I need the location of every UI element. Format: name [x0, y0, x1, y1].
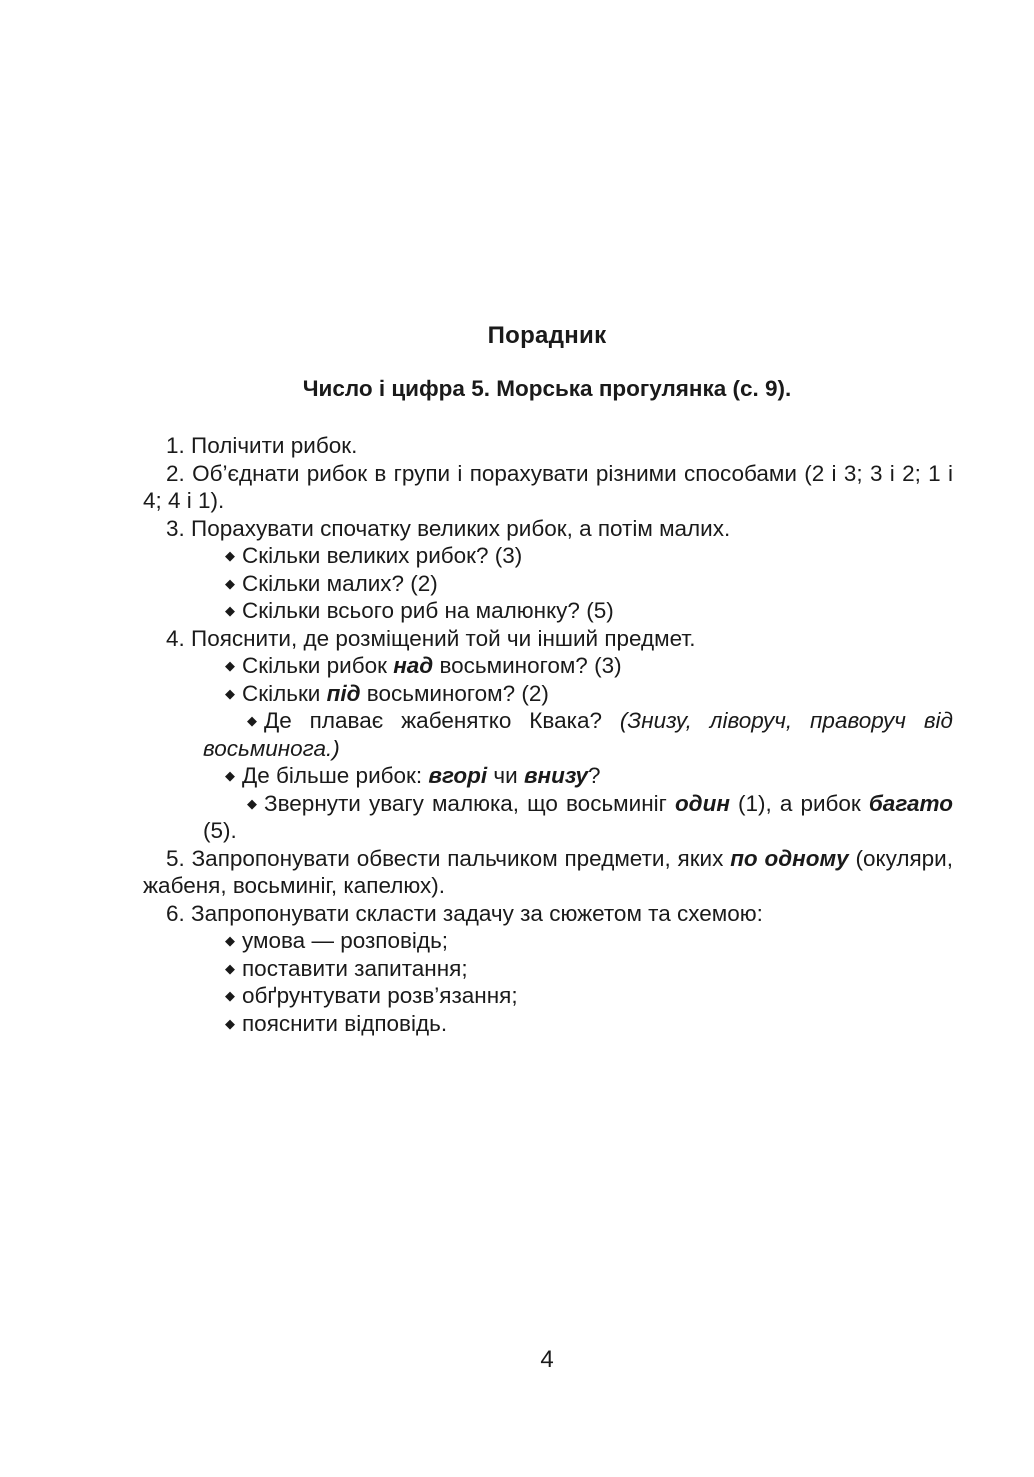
emphasis: над — [393, 653, 434, 678]
diamond-bullet-icon: ◆ — [225, 603, 235, 618]
diamond-bullet-icon: ◆ — [225, 988, 235, 1003]
step-6: 6. Запропонувати скласти задачу за сюжетом та схемою: — [166, 900, 763, 926]
diamond-bullet-icon: ◆ — [247, 795, 257, 811]
list-item: ◆ Скільки великих рибок? (3) — [225, 543, 523, 568]
list-item: ◆ Звернути увагу малюка, що восьминіг один (1), а рибок багато (5). — [203, 790, 953, 843]
document-body — [143, 432, 953, 1037]
emphasis: вгорі — [428, 763, 488, 788]
emphasis: один — [674, 790, 730, 816]
diamond-bullet-icon: ◆ — [225, 1015, 235, 1031]
page-title: Порадник — [487, 322, 607, 349]
list-item: ◆ пояснити відповідь. — [225, 1010, 448, 1036]
diamond-bullet-icon: ◆ — [225, 960, 235, 976]
diamond-bullet-icon: ◆ — [247, 713, 257, 728]
list-item: ◆ Скільки всього риб на малюнку? (5) — [225, 598, 614, 623]
step-4: 4. Пояснити, де розміщений той чи інший предмет. — [166, 625, 696, 651]
diamond-bullet-icon: ◆ — [225, 933, 235, 948]
list-item: ◆ обґрунтувати розв’язання; — [225, 983, 518, 1008]
emphasis: по одному — [730, 845, 849, 871]
step-5: 5. Запропонувати обвести пальчиком предмети, яких по одному (окуляри, жабеня, восьминіг, капелюх). — [143, 845, 953, 898]
diamond-bullet-icon: ◆ — [225, 658, 235, 673]
step-2: 2. Об’єднати рибок в групи і порахувати різними способами (2 і 3; 3 і 2; 1 і 4; 4 і 1). — [143, 460, 953, 513]
step-3: 3. Порахувати спочатку великих рибок, а потім малих. — [166, 515, 731, 541]
list-item: ◆ Скільки під восьминогом? (2) — [225, 680, 549, 706]
diamond-bullet-icon: ◆ — [225, 768, 235, 783]
diamond-bullet-icon: ◆ — [225, 685, 235, 701]
page-number: 4 — [540, 1346, 554, 1373]
step-1: 1. Полічити рибок. — [166, 433, 358, 458]
list-item: ◆ поставити запитання; — [225, 955, 468, 981]
list-item: ◆ Скільки малих? (2) — [225, 570, 438, 596]
emphasis: під — [326, 680, 361, 706]
list-item: ◆ Де плаває жабенятко Квака? (Знизу, ліворуч, праворуч від восьминога.) — [203, 708, 953, 761]
list-item: ◆ Де більше рибок: вгорі чи внизу? — [225, 763, 601, 788]
section-subtitle: Число і цифра 5. Морська прогулянка (с. 9). — [302, 376, 792, 401]
list-item: ◆ Скільки рибок над восьминогом? (3) — [225, 653, 622, 678]
emphasis: внизу — [523, 763, 589, 788]
list-item: ◆ умова — розповідь; — [225, 928, 449, 953]
diamond-bullet-icon: ◆ — [225, 575, 235, 591]
italic-answer: (Знизу, ліворуч, праворуч від восьминога.) — [203, 708, 953, 761]
emphasis: багато — [868, 790, 953, 816]
diamond-bullet-icon: ◆ — [225, 548, 235, 563]
